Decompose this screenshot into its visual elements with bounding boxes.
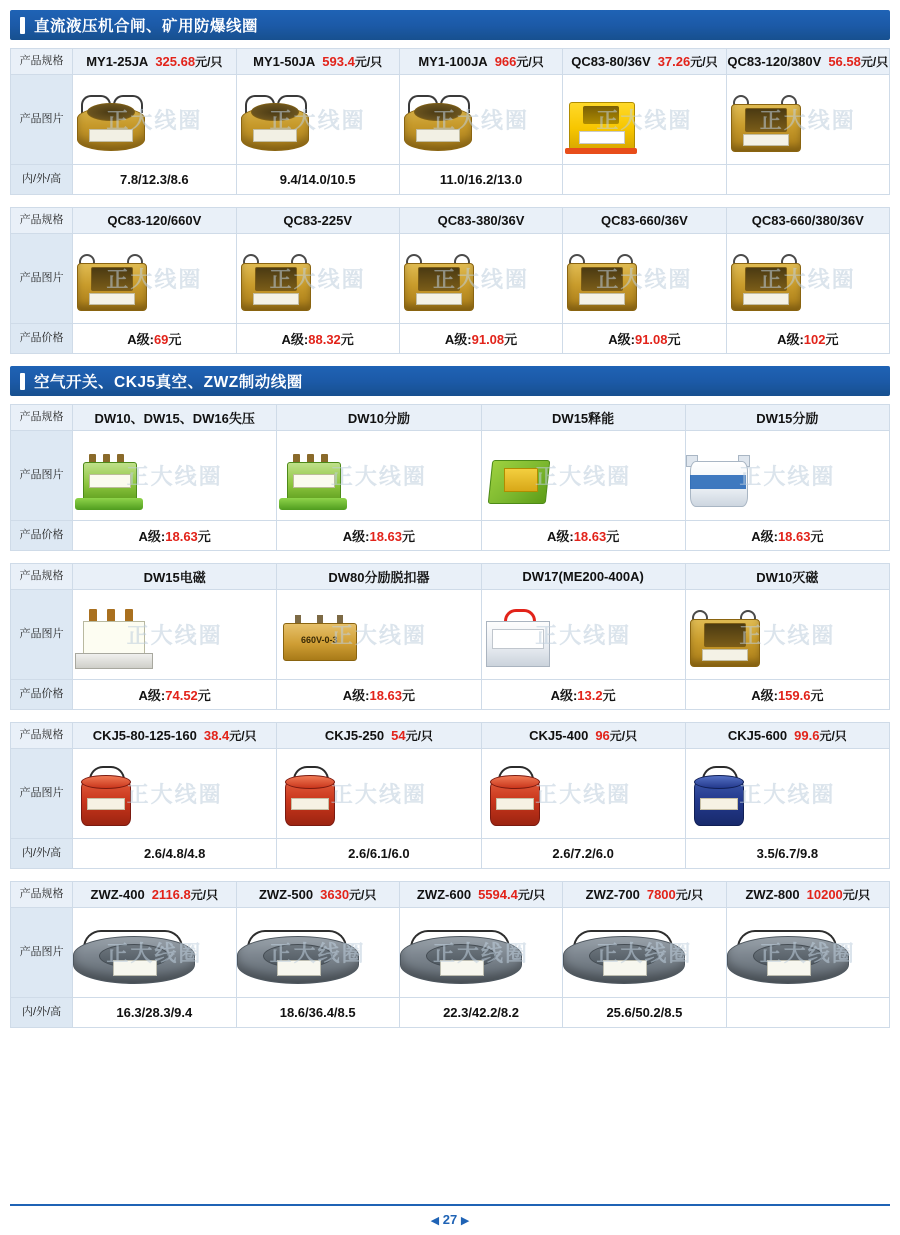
price-cell: [481, 521, 685, 551]
product-image-coil-square: [400, 257, 476, 315]
product-image-coil-square: [686, 613, 762, 671]
product-image-coil-square: [727, 257, 803, 315]
price-grade-label: A级:: [550, 688, 578, 703]
table-row-picture: [11, 75, 890, 165]
price-amount: 159.6: [777, 688, 811, 703]
product-price-unit: 元/只: [190, 888, 219, 902]
spec-cell: [563, 208, 726, 234]
banner-accent-bar: [20, 17, 25, 34]
picture-cell: [236, 908, 399, 998]
product-price-value: 38.4: [203, 728, 230, 743]
spec-cell: [277, 405, 481, 431]
price-cell: [277, 521, 481, 551]
watermark: 正大线圈: [596, 268, 693, 293]
table-row-price: [11, 521, 890, 551]
table-row-picture: [11, 908, 890, 998]
picture-cell: [399, 908, 562, 998]
dimension-cell: 2.6/6.1/6.0: [277, 839, 481, 869]
product-price-unit: 元/只: [860, 55, 889, 69]
spec-cell: [73, 564, 277, 590]
product-name: DW80分励脱扣器: [328, 570, 430, 585]
price-currency: 元: [825, 332, 839, 347]
dimension-cell: 25.6/50.2/8.5: [563, 998, 726, 1028]
product-table: [10, 48, 890, 195]
product-name: ZWZ-700: [585, 887, 640, 902]
price-cell: [685, 680, 889, 710]
product-name: DW10、DW15、DW16失压: [94, 411, 255, 426]
product-price-value: 5594.4: [478, 887, 518, 902]
spec-cell: [563, 882, 726, 908]
product-name: ZWZ-800: [745, 887, 800, 902]
product-image-green-coil: [73, 452, 145, 512]
table-row-dimensions: [11, 998, 890, 1028]
dimension-cell: 3.5/6.7/9.8: [685, 839, 889, 869]
price-amount: 102: [803, 332, 826, 347]
product-table: [10, 563, 890, 710]
picture-cell: [563, 75, 726, 165]
page-right-arrow-icon: ▶: [460, 1215, 470, 1227]
product-price-value: 99.6: [794, 728, 820, 743]
price-grade-label: A级:: [138, 688, 166, 703]
table-row-dimensions: [11, 165, 890, 195]
table-row-spec: [11, 405, 890, 431]
picture-cell: [481, 431, 685, 521]
product-image-green-coil: [277, 452, 349, 512]
catalog-content: [0, 10, 900, 1028]
spec-cell: [685, 405, 889, 431]
spec-cell: [726, 49, 889, 75]
dimension-cell: 22.3/42.2/8.2: [399, 998, 562, 1028]
section-title: 直流液压机合闸、矿用防爆线圈: [34, 18, 259, 35]
price-amount: 18.63: [165, 529, 198, 544]
product-image-dw15-electromagnet: [73, 609, 153, 671]
picture-cell: [73, 749, 277, 839]
row-label-picture: 产品图片: [11, 234, 73, 324]
spec-cell: [563, 49, 726, 75]
product-image-yellow-box-coil: [563, 98, 639, 156]
price-grade-label: A级:: [546, 529, 574, 544]
row-label-spec: 产品规格: [11, 882, 73, 908]
dimension-cell: 7.8/12.3/8.6: [73, 165, 236, 195]
table-row-spec: [11, 882, 890, 908]
product-price-unit: 元/只: [675, 888, 704, 902]
product-image-dw17-coil: [482, 611, 552, 671]
product-name: DW15分励: [756, 411, 819, 426]
row-label-spec: 产品规格: [11, 208, 73, 234]
product-price-unit: 元/只: [229, 729, 257, 743]
product-name: DW17(ME200-400A): [522, 569, 644, 584]
product-name: CKJ5-250: [324, 728, 385, 743]
table-row-picture: [11, 590, 890, 680]
watermark: 正大线圈: [759, 942, 856, 967]
row-label-spec: 产品规格: [11, 405, 73, 431]
picture-cell: [685, 590, 889, 680]
product-name: QC83-120/380V: [727, 54, 822, 69]
row-label-spec: 产品规格: [11, 564, 73, 590]
product-price-value: 2116.8: [151, 887, 191, 902]
product-name: CKJ5-80-125-160: [92, 728, 197, 743]
product-table: [10, 881, 890, 1028]
watermark: 正大线圈: [126, 783, 223, 808]
watermark: 正大线圈: [433, 109, 530, 134]
watermark: 正大线圈: [433, 942, 530, 967]
dimension-cell: 2.6/4.8/4.8: [73, 839, 277, 869]
picture-cell: [236, 234, 399, 324]
picture-cell: [73, 431, 277, 521]
price-grade-label: A级:: [342, 529, 370, 544]
table-row-price: [11, 324, 890, 354]
spec-cell: [236, 882, 399, 908]
product-name: DW10灭磁: [756, 570, 819, 585]
product-image-white-coil: [686, 455, 750, 511]
table-row-picture: [11, 234, 890, 324]
picture-cell: [73, 75, 236, 165]
product-table: [10, 207, 890, 354]
spec-cell: [277, 564, 481, 590]
product-price-value: 325.68: [155, 54, 196, 69]
product-price-value: 966: [494, 54, 517, 69]
picture-cell: [726, 908, 889, 998]
watermark: 正大线圈: [126, 465, 223, 490]
watermark: 正大线圈: [535, 624, 632, 649]
picture-cell: [563, 234, 726, 324]
product-price-unit: 元/只: [609, 729, 638, 743]
price-currency: 元: [810, 529, 824, 544]
price-cell: [73, 521, 277, 551]
price-amount: 69: [153, 332, 169, 347]
watermark: 正大线圈: [269, 268, 366, 293]
spec-cell: [726, 882, 889, 908]
product-image-green-yellow-coil: [482, 452, 556, 512]
product-image-zwz-brake-coil: [237, 928, 357, 990]
watermark: 正大线圈: [106, 942, 203, 967]
price-cell: [563, 324, 726, 354]
product-price-value: 7800: [646, 887, 676, 902]
row-label-price: 产品价格: [11, 324, 73, 354]
product-image-coil-square: [73, 257, 149, 315]
price-cell: [481, 680, 685, 710]
price-grade-label: A级:: [138, 529, 166, 544]
watermark: 正大线圈: [535, 783, 632, 808]
product-price-unit: 元/只: [354, 55, 383, 69]
section-title: 空气开关、CKJ5真空、ZWZ制动线圈: [34, 374, 303, 391]
product-price-unit: 元/只: [842, 888, 871, 902]
spec-cell: [277, 723, 481, 749]
product-image-ckj5-coil: [73, 768, 137, 830]
watermark: 正大线圈: [269, 109, 366, 134]
section-banner: [10, 10, 890, 40]
product-image-dw80-tripper: 660V-0-3: [277, 613, 361, 671]
price-amount: 91.08: [471, 332, 505, 347]
product-name: CKJ5-400: [529, 728, 589, 743]
spec-cell: [399, 208, 562, 234]
dimension-cell: [563, 165, 726, 195]
price-grade-label: A级:: [444, 332, 472, 347]
spec-cell: [481, 723, 685, 749]
product-image-coil-round: [237, 99, 311, 155]
product-name: ZWZ-600: [416, 887, 472, 902]
price-grade-label: A级:: [608, 332, 635, 347]
dimension-cell: 9.4/14.0/10.5: [236, 165, 399, 195]
price-cell: [399, 324, 562, 354]
picture-cell: [277, 431, 481, 521]
spec-cell: [481, 564, 685, 590]
price-grade-label: A级:: [127, 332, 154, 347]
product-table: [10, 722, 890, 869]
product-image-coil-square: [237, 257, 313, 315]
dimension-cell: [726, 998, 889, 1028]
product-price-unit: 元/只: [349, 888, 377, 902]
price-currency: 元: [602, 688, 616, 703]
product-name: QC83-380/36V: [437, 213, 525, 228]
table-row-spec: [11, 564, 890, 590]
row-label-dims: 内/外/高: [11, 165, 73, 195]
price-grade-label: A级:: [777, 332, 804, 347]
row-label-dims: 内/外/高: [11, 998, 73, 1028]
picture-cell: [236, 75, 399, 165]
spec-cell: [399, 882, 562, 908]
picture-cell: [726, 75, 889, 165]
product-name: MY1-50JA: [253, 54, 316, 69]
product-name: MY1-25JA: [86, 54, 149, 69]
watermark: 正大线圈: [106, 109, 203, 134]
picture-cell: [277, 749, 481, 839]
price-cell: [277, 680, 481, 710]
spec-cell: [73, 49, 236, 75]
product-price-unit: 元/只: [819, 729, 847, 743]
price-grade-label: A级:: [281, 332, 309, 347]
price-cell: [685, 521, 889, 551]
product-price-unit: 元/只: [517, 888, 546, 902]
spec-cell: [73, 405, 277, 431]
row-label-picture: 产品图片: [11, 75, 73, 165]
spec-cell: [685, 564, 889, 590]
product-price-unit: 元/只: [516, 55, 544, 69]
dimension-cell: 2.6/7.2/6.0: [481, 839, 685, 869]
watermark: 正大线圈: [739, 465, 836, 490]
table-row-picture: [11, 749, 890, 839]
product-name: DW15电磁: [143, 570, 206, 585]
watermark: 正大线圈: [739, 783, 836, 808]
product-image-ckj5-blue-coil: [686, 768, 750, 830]
price-currency: 元: [606, 529, 620, 544]
product-name: QC83-225V: [283, 213, 352, 228]
spec-cell: [726, 208, 889, 234]
price-grade-label: A级:: [342, 688, 370, 703]
price-currency: 元: [810, 688, 824, 703]
page-left-arrow-icon: ◀: [430, 1215, 440, 1227]
product-price-value: 56.58: [828, 54, 861, 69]
spec-cell: [73, 208, 236, 234]
table-row-picture: [11, 431, 890, 521]
picture-cell: [399, 75, 562, 165]
row-label-spec: 产品规格: [11, 49, 73, 75]
price-currency: 元: [197, 529, 211, 544]
product-name: CKJ5-600: [727, 728, 788, 743]
row-label-picture: 产品图片: [11, 908, 73, 998]
price-amount: 91.08: [634, 332, 668, 347]
picture-cell: [481, 749, 685, 839]
picture-cell: [685, 431, 889, 521]
product-name: ZWZ-400: [90, 887, 145, 902]
row-label-price: 产品价格: [11, 680, 73, 710]
footer-divider: [10, 1204, 890, 1206]
price-amount: 13.2: [577, 688, 603, 703]
watermark: 正大线圈: [269, 942, 366, 967]
product-image-coil-round: [73, 99, 147, 155]
price-currency: 元: [340, 332, 354, 347]
product-price-value: 37.26: [657, 54, 691, 69]
watermark: 正大线圈: [330, 465, 427, 490]
product-price-value: 593.4: [322, 54, 355, 69]
product-image-ckj5-coil: [277, 768, 341, 830]
picture-cell: [563, 908, 726, 998]
picture-cell: [685, 749, 889, 839]
watermark: 正大线圈: [759, 268, 856, 293]
product-price-value: 96: [595, 728, 610, 743]
watermark: 正大线圈: [106, 268, 203, 293]
dimension-cell: 11.0/16.2/13.0: [399, 165, 562, 195]
price-cell: [73, 324, 236, 354]
picture-cell: [73, 908, 236, 998]
price-grade-label: A级:: [751, 529, 778, 544]
dimension-cell: 16.3/28.3/9.4: [73, 998, 236, 1028]
watermark: 正大线圈: [535, 465, 632, 490]
product-price-value: 10200: [806, 887, 843, 902]
picture-cell: [73, 234, 236, 324]
spec-cell: [236, 49, 399, 75]
row-label-dims: 内/外/高: [11, 839, 73, 869]
product-price-value: 3630: [320, 887, 350, 902]
watermark: 正大线圈: [330, 624, 427, 649]
watermark: 正大线圈: [596, 109, 693, 134]
row-label-price: 产品价格: [11, 521, 73, 551]
product-name: QC83-660/380/36V: [751, 213, 864, 228]
spec-cell: [236, 208, 399, 234]
product-name: MY1-100JA: [418, 54, 488, 69]
product-image-zwz-brake-coil: [563, 928, 683, 990]
price-amount: 18.63: [777, 529, 811, 544]
section-banner: [10, 366, 890, 396]
row-label-spec: 产品规格: [11, 723, 73, 749]
picture-cell: [277, 590, 481, 680]
product-price-unit: 元/只: [195, 55, 223, 69]
product-price-unit: 元/只: [405, 729, 433, 743]
watermark: 正大线圈: [759, 109, 856, 134]
product-image-ckj5-coil: [482, 768, 546, 830]
table-row-price: [11, 680, 890, 710]
picture-cell: [726, 234, 889, 324]
page-footer: [0, 1204, 900, 1229]
spec-cell: [399, 49, 562, 75]
watermark: 正大线圈: [739, 624, 836, 649]
row-label-picture: 产品图片: [11, 431, 73, 521]
watermark: 正大线圈: [126, 624, 223, 649]
spec-cell: [73, 723, 277, 749]
price-amount: 18.63: [369, 529, 403, 544]
price-amount: 74.52: [165, 688, 198, 703]
price-grade-label: A级:: [751, 688, 778, 703]
product-name: ZWZ-500: [258, 887, 314, 902]
product-name: QC83-660/36V: [601, 213, 688, 228]
watermark: 正大线圈: [596, 942, 693, 967]
spec-cell: [481, 405, 685, 431]
price-amount: 18.63: [369, 688, 403, 703]
price-currency: 元: [168, 332, 182, 347]
page-number-value: 27: [442, 1212, 458, 1227]
product-image-coil-square: [727, 98, 803, 156]
price-cell: [726, 324, 889, 354]
product-name: QC83-120/660V: [107, 213, 202, 228]
catalog-page: [0, 10, 900, 1235]
product-name: DW15释能: [552, 411, 615, 426]
product-image-coil-square: [563, 257, 639, 315]
picture-cell: [481, 590, 685, 680]
row-label-picture: 产品图片: [11, 590, 73, 680]
dimension-cell: 18.6/36.4/8.5: [236, 998, 399, 1028]
price-currency: 元: [402, 529, 416, 544]
product-image-zwz-brake-coil: [400, 928, 520, 990]
product-price-unit: 元/只: [690, 55, 718, 69]
spec-cell: [685, 723, 889, 749]
price-amount: 18.63: [573, 529, 607, 544]
product-image-zwz-brake-coil: [727, 928, 847, 990]
price-currency: 元: [667, 332, 681, 347]
price-cell: [73, 680, 277, 710]
watermark: 正大线圈: [433, 268, 530, 293]
table-row-spec: [11, 723, 890, 749]
dimension-cell: [726, 165, 889, 195]
banner-accent-bar: [20, 373, 25, 390]
product-image-coil-round: [400, 99, 474, 155]
price-currency: 元: [504, 332, 518, 347]
price-currency: 元: [197, 688, 211, 703]
product-table: [10, 404, 890, 551]
product-price-value: 54: [391, 728, 406, 743]
row-label-picture: 产品图片: [11, 749, 73, 839]
price-amount: 88.32: [308, 332, 341, 347]
product-name: QC83-80/36V: [571, 54, 651, 69]
table-row-spec: [11, 208, 890, 234]
product-name: DW10分励: [347, 411, 410, 426]
price-cell: [236, 324, 399, 354]
product-image-zwz-brake-coil: [73, 928, 193, 990]
price-currency: 元: [402, 688, 416, 703]
table-row-dimensions: [11, 839, 890, 869]
picture-cell: [73, 590, 277, 680]
picture-cell: [399, 234, 562, 324]
spec-cell: [73, 882, 236, 908]
watermark: 正大线圈: [330, 783, 427, 808]
table-row-spec: [11, 49, 890, 75]
